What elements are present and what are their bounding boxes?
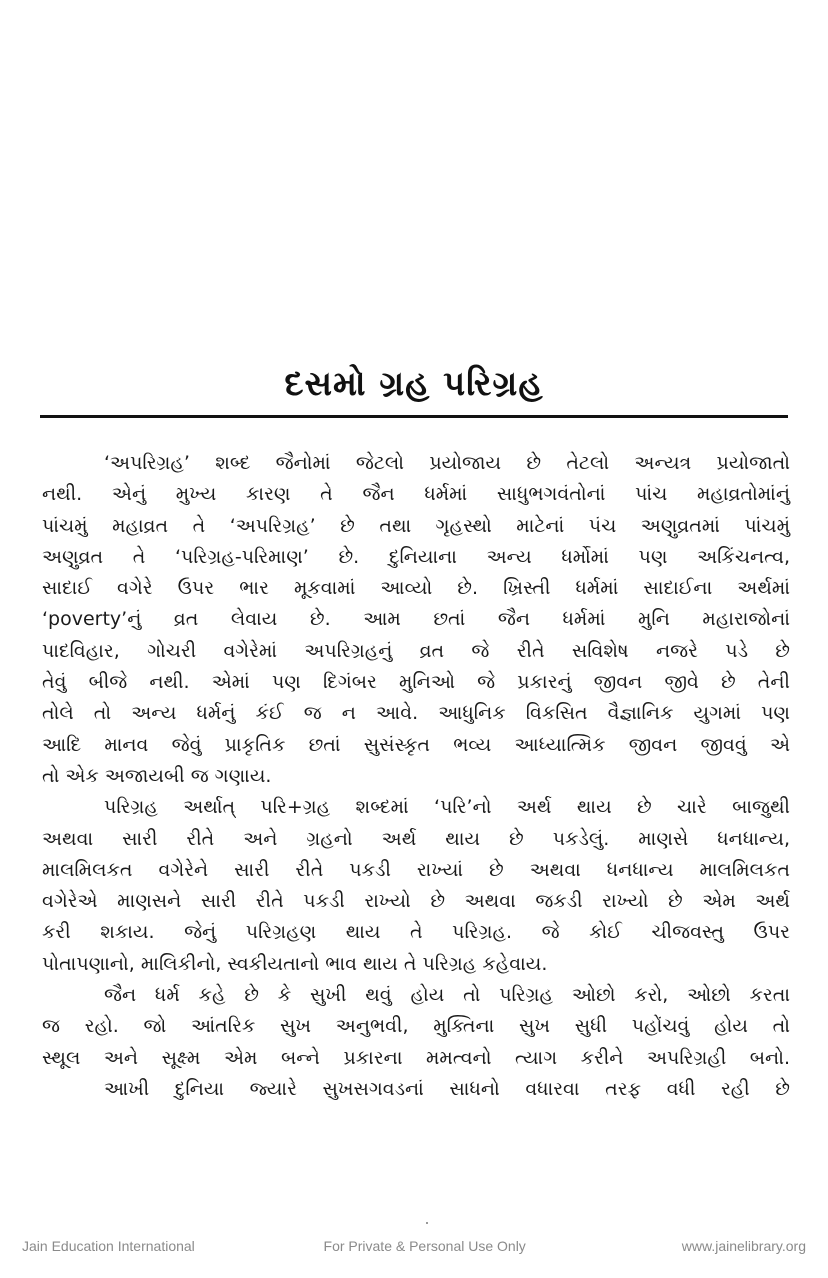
text-line: અથવા સારી રીતે અને ગ્રહનો અર્થ થાય છે પકડેલું. માણસે ધનધાન્ય, [42,827,790,850]
text-line: આદિ માનવ જેવું પ્રાકૃતિક છતાં સુસંસ્કૃત ભવ્ય આધ્યાત્મિક જીવન જીવવું એ [42,733,790,756]
text-line: તેવું બીજે નથી. એમાં પણ દિગંબર મુનિઓ જે પ્રકારનું જીવન જીવે છે તેની [42,671,790,694]
text-line: કરી શકાય. જેનું પરિગ્રહણ થાય તે પરિગ્રહ. જે કોઈ ચીજવસ્તુ ઉપર [42,921,790,944]
text-line: જૈન ધર્મ કહે છે કે સુખી થવું હોય તો પરિગ્રહ ઓછો કરો, ઓછો કરતા [104,984,790,1007]
text-line: અણુવ્રત તે ‘પરિગ્રહ-પરિમાણ’ છે. દુનિયાના અન્ય ધર્મોમાં પણ અકિંચનત્વ, [42,545,790,568]
text-line: જ રહો. જો આંતરિક સુખ અનુભવી, મુક્તિના સુખ સુધી પહોંચવું હોય તો [42,1015,790,1038]
text-line: આખી દુનિયા જ્યારે સુખસગવડનાં સાધનો વધારવા તરફ વધી રહી છે [104,1077,790,1100]
text-line: પોતાપણાનો, માલિકીનો, સ્વકીયતાનો ભાવ થાય તે પરિગ્રહ કહેવાય. [42,952,548,975]
text-line: ‘poverty’નું વ્રત લેવાય છે. આમ છતાં જૈન ધર્મમાં મુનિ મહારાજોનાં [42,608,790,631]
text-line: સાદાઈ વગેરે ઉપર ભાર મૂકવામાં આવ્યો છે. ખ્રિસ્તી ધર્મમાં સાદાઈના અર્થમાં [42,577,790,600]
text-line: માલમિલકત વગેરેને સારી રીતે પકડી રાખ્યાં છે અથવા ધનધાન્ય માલમિલકત [42,858,790,881]
text-line: સ્થૂલ અને સૂક્ષ્મ એમ બન્ને પ્રકારના મમત્વનો ત્યાગ કરીને અપરિગ્રહી બનો. [42,1046,790,1069]
text-line: પરિગ્રહ અર્થાત્ પરિ+ગ્રહ શબ્દમાં ‘પરિ’નો અર્થ થાય છે ચારે બાજુથી [104,796,790,819]
text-line: નથી. એનું મુખ્ય કારણ તે જૈન ધર્મમાં સાધુભગવંતોનાં પાંચ મહાવ્રતોમાંનું [42,483,790,506]
text-line: તોલે તો અન્ય ધર્મનું કંઈ જ ન આવે. આધુનિક વિકસિત વૈજ્ઞાનિક યુગમાં પણ [42,702,790,725]
body-text [42,448,790,1105]
text-line: ‘અપરિગ્રહ’ શબ્દ જૈનોમાં જેટલો પ્રયોજાય છે તેટલો અન્યત્ર પ્રયોજાતો [104,452,790,474]
chapter-title: દસમો ગ્રહ પરિગ્રહ [284,364,544,404]
footer-website: www.jainelibrary.org [681,1238,806,1254]
text-line: તો એક અજાયબી જ ગણાય. [42,764,272,787]
footer-publisher: Jain Education International [22,1238,195,1254]
stray-mark [426,1222,428,1224]
text-line: પાંચમું મહાવ્રત તે ‘અપરિગ્રહ’ છે તથા ગૃહસ્થો માટેનાં પંચ અણુવ્રતમાં પાંચમું [42,514,790,537]
text-line: વગેરેએ માણસને સારી રીતે પકડી રાખ્યો છે અથવા જકડી રાખ્યો છે એમ અર્થ [42,890,790,913]
footer-usage-note: For Private & Personal Use Only [323,1238,526,1254]
title-underline-rule [40,415,788,418]
text-line: પાદવિહાર, ગોચરી વગેરેમાં અપરિગ્રહનું વ્રત જે રીતે સવિશેષ નજરે પડે છે [42,639,790,662]
footer [22,1238,806,1254]
